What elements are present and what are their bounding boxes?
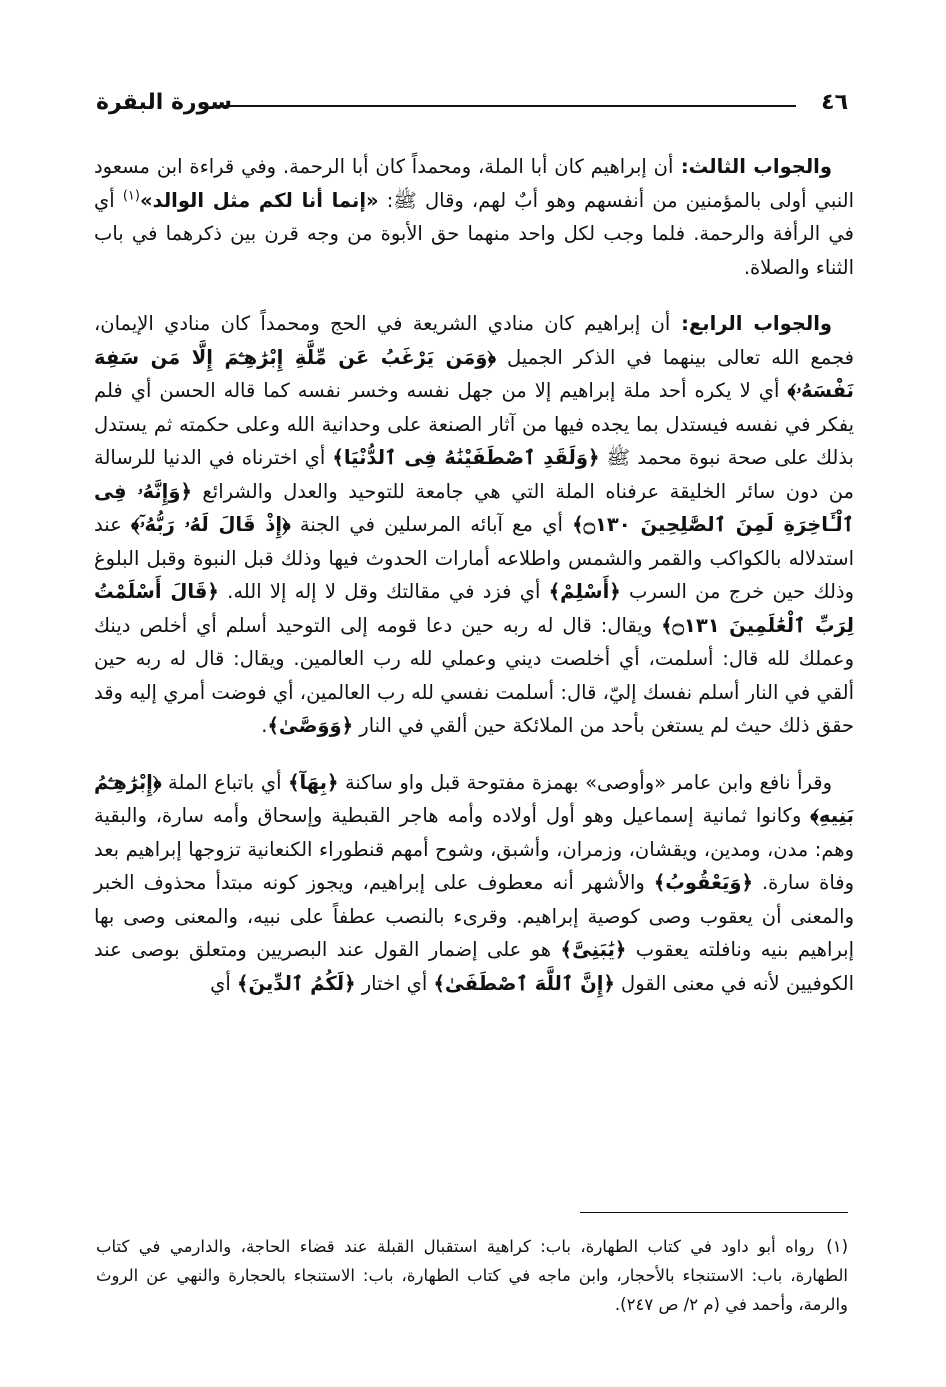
paragraph-text: أي اختار (355, 971, 434, 995)
paragraph-text: أن إبراهيم كان أبا الملة، ومحمداً كان أبا الرحمة. وفي قراءة ابن مسعود النبي أولى بالمؤمنين من أنفسهم وهو أبٌ لهم، وقال ﷺ: (94, 155, 854, 212)
quran-quote: ﴿إِبْرَٰهِـۧمُ بَنِيهِ﴾ (94, 770, 854, 827)
body-text (94, 150, 854, 1023)
quran-quote: ﴿وَإِنَّهُۥ فِى ٱلْـَٔاخِرَةِ لَمِنَ ٱلصَّٰلِحِينَ ۝١٣٠﴾ (94, 479, 854, 536)
footnote-rule (580, 1212, 848, 1213)
quran-quote: ﴿أَسْلِمْ﴾ (548, 580, 621, 603)
hadith-quote: «إنما أنا لكم مثل الوالد» (139, 188, 379, 212)
quran-quote: ﴿وَمَن يَرْغَبُ عَن مِّلَّةِ إِبْرَٰهِـۧمَ إِلَّا مَن سَفِهَ نَفْسَهُۥ﴾ (94, 345, 854, 402)
paragraph-text: أي في الرأفة والرحمة. فلما وجب لكل واحد منهما حق الأبوة من وجه قرن بين ذكرهما في باب الثناء والصلاة. (94, 188, 854, 279)
quran-quote: ﴿بِهَآ﴾ (288, 770, 339, 794)
quran-quote: ﴿إِذْ قَالَ لَهُۥ رَبُّهُۥٓ﴾ (130, 513, 291, 536)
paragraph-text: ويقال: قال له ربه حين دعا قومه إلى التوحيد أسلم أي أخلص دينك وعملك لله قال: أسلمت، أي أخلصت ديني وعملي لله رب العالمين. ويقال: قال له ربه حين ألقي في النار أسلم نفسك إليّ، قال: أسلمت نفسي لله رب العالمين، أي فوضت أمري إليه وقد حقق ذلك حيث لم يستغن بأحد من الملائكة حين ألقي في النار (94, 613, 854, 737)
footnotes (96, 1232, 848, 1319)
paragraph-text: أي باتباع الملة (161, 770, 289, 794)
quran-quote: ﴿قَالَ أَسْلَمْتُ لِرَبِّ ٱلْعَٰلَمِينَ ۝١٣١﴾ (94, 580, 855, 637)
paragraph-text: وكانوا ثمانية إسماعيل وهو أول أولاده وأمه هاجر القبطية وإسحاق وأمه سارة، والبقية وهم: مدن، ومدين، ويقشان، وزمران، وأشبق، وشوح أمهم قنطوراء الكنعانية تزوجها إبراهيم بعد وفاة سارة. (94, 804, 854, 894)
paragraph-text: أي فزد في مقالتك وقل لا إله إلا الله. (218, 580, 549, 603)
quran-quote: ﴿وَلَقَدِ ٱصْطَفَيْنَٰهُ فِى ٱلدُّنْيَا﴾ (332, 446, 600, 469)
paragraph (94, 307, 854, 743)
paragraph-text: عند استدلاله بالكواكب والقمر والشمس واطلاعه أمارات الحدوث فيها وذلك قبل النبوة وقبل البلوغ وذلك حين خرج من السرب (94, 513, 854, 603)
footnote-text: رواه أبو داود في كتاب الطهارة، باب: كراهية استقبال القبلة عند قضاء الحاجة، والدارمي في كتاب الطهارة، باب: الاستنجاء بالأحجار، وابن ماجه في كتاب الطهارة، باب: الاستنجاء بالحجارة والنهي عن الروث والرمة، وأحمد في (م ٢/ ص ٢٤٧). (96, 1237, 848, 1314)
quran-quote: ﴿لَكُمُ ٱلدِّينَ﴾ (237, 971, 356, 995)
paragraph-lead-heading: والجواب الرابع: (670, 312, 832, 335)
paragraph-text: أي اخترناه في الدنيا للرسالة من دون سائر الخليقة عرفناه الملة التي هي جامعة للتوحيد والعدل والشرائع (94, 446, 854, 503)
quran-quote: ﴿إِنَّ ٱللَّهَ ٱصْطَفَىٰ﴾ (433, 971, 615, 995)
quran-quote: ﴿وَوَصَّىٰ﴾ (267, 714, 354, 737)
running-header (96, 88, 848, 122)
paragraph-lead-heading: والجواب الثالث: (673, 155, 832, 178)
paragraph (94, 766, 854, 1001)
paragraph (94, 150, 854, 284)
paragraph-text: وقرأ نافع وابن عامر «وأوصى» بهمزة مفتوحة قبل واو ساكنة (338, 770, 832, 794)
paragraph-text: والأشهر أنه معطوف على إبراهيم، ويجوز كونه مبتدأ محذوف الخبر والمعنى أن يعقوب وصى كوصية إبراهيم. وقرىء بالنصب عطفاً على نبيه، والمعنى وصى بها إبراهيم بنيه ونافلته يعقوب (94, 871, 854, 961)
footnote-number: (١) (826, 1237, 848, 1256)
paragraph-text: أي مع آبائه المرسلين في الجنة (290, 513, 573, 536)
quran-quote: ﴿وَيَعْقُوبُ﴾ (653, 871, 753, 894)
paragraph-text: أي لا يكره أحد ملة إبراهيم إلا من جهل نفسه وخسر نفسه كما قاله الحسن أي فلم يفكر في نفسه فيستدل بما يجده فيها من آثار الصنعة على وحدانية الله وعلى حكمته ثم يستدل بذلك على صحة نبوة محمد ﷺ (94, 379, 854, 469)
paragraph-text: أن إبراهيم كان منادي الشريعة في الحج ومحمداً كان منادي الإيمان، فجمع الله تعالى بينهما في الذكر الجميل (94, 312, 854, 369)
surah-title: سورة البقرة (96, 90, 233, 115)
footnote-reference: (١) (122, 188, 140, 203)
header-rule (214, 105, 796, 107)
paragraph-text: . (261, 714, 268, 737)
paragraph-text: هو على إضمار القول عند البصريين ومتعلق بوصى عند الكوفيين لأنه في معنى القول (94, 938, 854, 995)
paragraph-text: أي (210, 971, 238, 995)
page-number: ٤٦ (821, 90, 848, 115)
quran-quote: ﴿يَٰبَنِىَّ﴾ (560, 938, 627, 961)
footnote-item (96, 1232, 848, 1319)
